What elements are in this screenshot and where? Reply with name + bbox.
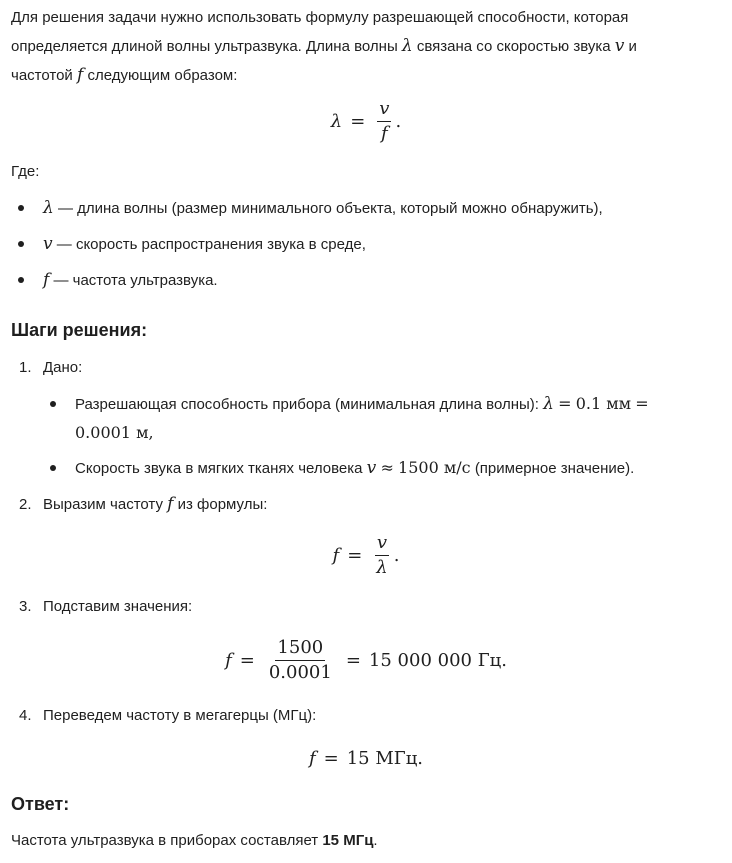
- intro-line-1: Для решения задачи нужно использовать формулу разрешающей способности, которая: [11, 9, 629, 26]
- fraction: $\frac{v}{\lambda}$: [376, 531, 388, 578]
- step-2: 2. Выразим частоту f из формулы:: [19, 494, 268, 514]
- given-speed: Скорость звука в мягких тканях человека v ≈ 1500 м/с (примерное значение).: [75, 454, 705, 483]
- definition-item: v — скорость распространения звука в среде,: [43, 230, 366, 259]
- fraction: $\frac{v}{f}$: [379, 97, 390, 144]
- fraction: $\frac{1500}{0.0001}$: [268, 636, 332, 683]
- v-symbol: v: [614, 36, 625, 56]
- intro-line-2: определяется длиной волны ультразвука. Длина волны λ связана со скоростью звука v и: [11, 36, 637, 56]
- intro-paragraph: [11, 4, 718, 90]
- definition-item: λ — длина волны (размер минимального объекта, который можно обнаружить),: [43, 194, 603, 223]
- definition-item: f — частота ультразвука.: [43, 266, 218, 295]
- steps-heading: Шаги решения:: [11, 320, 148, 340]
- step-1: 1. Дано:: [19, 359, 83, 376]
- where-label: Где:: [11, 163, 40, 180]
- intro-line-3: частотой f следующим образом:: [11, 65, 238, 85]
- f-symbol: f: [76, 65, 84, 85]
- answer-value: 15 МГц: [322, 832, 374, 849]
- formula-frequency: f = $\frac{v}{\lambda}$ .: [332, 531, 400, 578]
- lambda-symbol: λ: [401, 36, 413, 56]
- step-4: 4. Переведем частоту в мегагерцы (МГц):: [19, 707, 317, 724]
- answer-text: Частота ультразвука в приборах составляет 15 МГц.: [11, 832, 378, 849]
- answer-heading: Ответ:: [11, 794, 70, 814]
- step-3: 3. Подставим значения:: [19, 598, 193, 615]
- formula-substitution: f = $\frac{1500}{0.0001}$ = 15 000 000 Гц.: [225, 636, 507, 683]
- given-resolution: Разрешающая способность прибора (минимальная длина волны): λ = 0.1 мм = 0.0001 м,: [75, 390, 695, 448]
- formula-wavelength: λ = $\frac{v}{f}$ .: [330, 97, 402, 144]
- formula-mhz: f = 15 МГц.: [308, 747, 424, 769]
